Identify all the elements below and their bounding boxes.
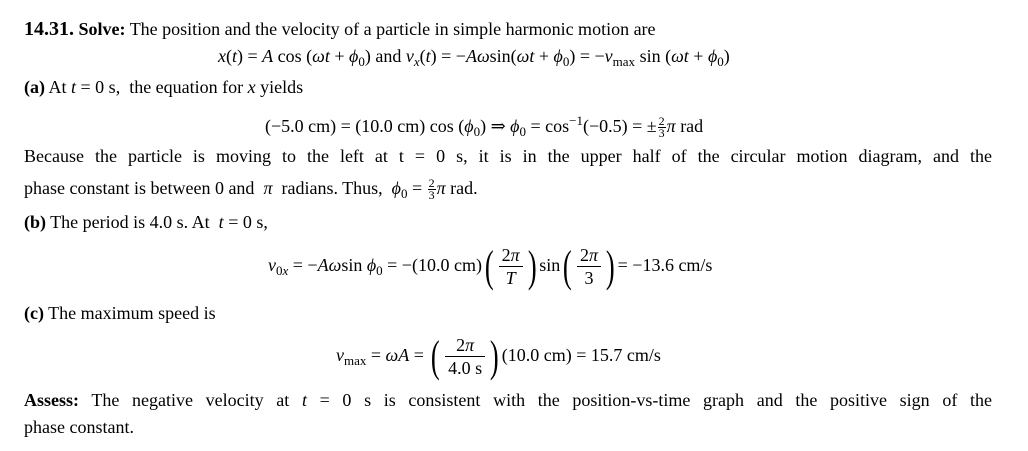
part-a-paragraph-line2: phase constant is between 0 and π radians. Thus, $\phi_0$ = $\frac{2}{3}$ π rad. [24,176,478,203]
assess-label: Assess: [24,390,80,410]
equation-position-velocity: x(t) = A $\cos (\omega t + \phi_0)$ and $v_x(t) = -A\omega\sin(\omega t + \phi_0) = -v_{max}$ $\sin (\omega t + \phi_0)$ [218,46,730,69]
solve-label: Solve: [78,19,126,39]
part-a-paragraph-line1: Because the particle is moving to the left at t = 0 s, it is in the upper half of the circular motion diagram, and the [24,146,992,166]
part-b-result: = −13.6 cm/s [617,255,713,275]
problem-number: 14.31. [24,18,74,40]
equation-part-a: (−5.0 cm) = (10.0 cm) $\cos (\phi_0)$ ⇒ $\phi_0 = \cos^{-1}(-0.5)$ = ± $\frac{2}{3}$ π rad [265,113,704,141]
part-c-result: (10.0 cm) = 15.7 cm/s [501,345,661,365]
assess-line1: Assess: The negative velocity at t = 0 s is consistent with the position-vs-time graph and the positive sign of the [24,390,992,410]
part-b-intro: (b) The period is 4.0 s. At t = 0 s, [24,212,268,232]
part-a-intro: (a) At t = 0 s, the equation for x yields [24,77,304,97]
part-b-label: (b) [24,212,46,232]
equation-part-b: $v_{0x} = -A\omega\sin$ $\phi_0 = -(10.0$ cm)( $\frac{2\pi}{T}$ ) sin( $\frac{2\pi}{3}$ ) = −13.6 cm/s [268,241,713,291]
part-c-intro [24,302,992,324]
problem-header [24,18,992,40]
intro-text: The position and the velocity of a particle in simple harmonic motion are [129,19,656,39]
part-a-label: (a) [24,77,45,97]
part-c-text: The maximum speed is [48,303,216,323]
equation-part-c: $v_{max} = \omega A$ = ( $\frac{2\pi}{4.0 s}$ ) (10.0 cm) = 15.7 cm/s [336,331,661,381]
part-c-label: (c) [24,303,44,323]
assess-line2: phase constant. [24,417,134,437]
